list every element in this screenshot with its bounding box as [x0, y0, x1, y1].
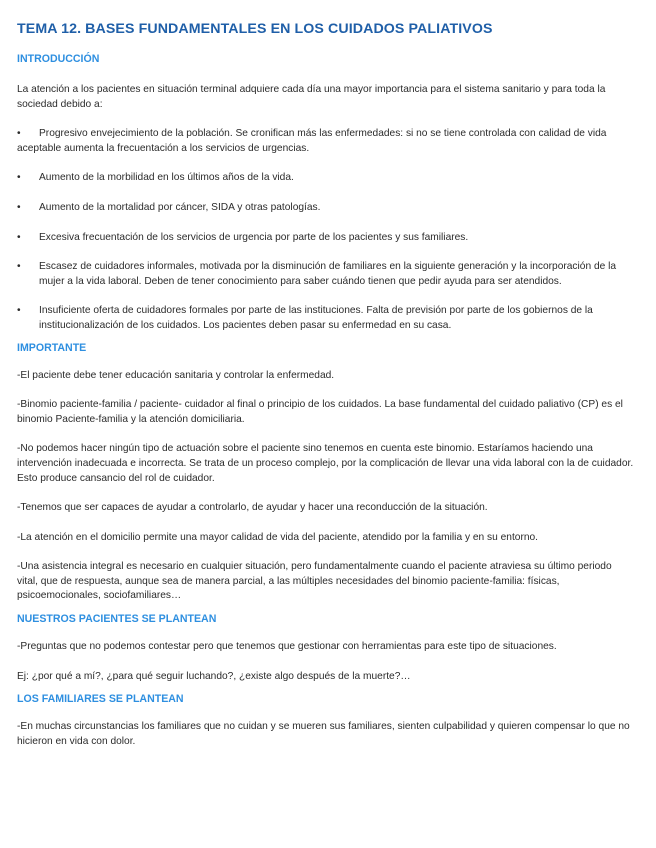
heading-los-familiares: LOS FAMILIARES SE PLANTEAN [17, 693, 184, 706]
intro-paragraph: La atención a los pacientes en situación terminal adquiere cada día una mayor importancia para el sistema sanitario y para toda la sociedad debido a: [17, 84, 606, 110]
paragraph: -Binomio paciente-familia / paciente- cuidador al final o principio de los cuidados. La base fundamental del cuidado paliativo (CP) es el binomio Paciente-familia y la atención domiciliaria. [17, 399, 623, 425]
heading-importante: IMPORTANTE [17, 341, 87, 354]
paragraph: -Una asistencia integral es necesario en cualquier situación, pero fundamentalmente cuando el paciente atraviesa su último periodo vital, que de respuesta, aunque sea de manera parcial, a las múltiples necesidades del binomio paciente-familia: físicas, psicoemocionales, sociofamiliares… [17, 561, 612, 602]
list-item: • Aumento de la mortalidad por cáncer, SIDA y otras patologías. [17, 201, 634, 216]
list-item: • Excesiva frecuentación de los servicios de urgencia por parte de los pacientes y sus familiares. [17, 231, 634, 246]
paragraph: -La atención en el domicilio permite una mayor calidad de vida del paciente, atendido por la familia y en su entorno. [17, 531, 539, 543]
paragraph: -El paciente debe tener educación sanitaria y controlar la enfermedad. [17, 369, 335, 381]
paragraph: -No podemos hacer ningún tipo de actuación sobre el paciente sino tenemos en cuenta este binomio. Estaríamos haciendo una intervención inadecuada e incorrecta. Se trata de un proceso complejo, por la complicación de llevar una vida laboral con la de cuidador. Esto produce cansancio del rol de cuidador. [17, 443, 634, 484]
paragraph: -Preguntas que no podemos contestar pero que tenemos que gestionar con herramientas para este tipo de situaciones. [17, 641, 557, 653]
list-item: • Insuficiente oferta de cuidadores formales por parte de las instituciones. Falta de previsión por parte de los gobiernos de la institucionalización de los cuidados. Los pacientes deben pasar su enfermedad en su casa. [17, 304, 634, 333]
heading-nuestros-pacientes: NUESTROS PACIENTES SE PLANTEAN [17, 613, 217, 626]
heading-introduccion: INTRODUCCIÓN [17, 53, 100, 65]
paragraph: Ej: ¿por qué a mí?, ¿para qué seguir luchando?, ¿existe algo después de la muerte?… [17, 670, 411, 682]
paragraph: -En muchas circunstancias los familiares que no cuidan y se mueren sus familiares, sienten culpabilidad y quieren compensar lo que no hicieron en vida con dolor. [17, 721, 630, 747]
list-item: • Escasez de cuidadores informales, motivada por la disminución de familiares en la siguiente generación y la incorporación de la mujer a la vida laboral. Deben de tener conocimiento para saber cuándo tienen que pedir ayuda para ser atendidos. [17, 260, 634, 289]
paragraph: -Tenemos que ser capaces de ayudar a controlarlo, de ayudar y hacer una reconducción de la situación. [17, 502, 488, 514]
list-item: • Progresivo envejecimiento de la población. Se cronifican más las enfermedades: si no se tiene controlada con calidad de vida aceptable aumenta la frecuentación a los servicios de urgencias. [17, 127, 634, 156]
intro-bullet-list [17, 127, 634, 333]
list-item: • Aumento de la morbilidad en los últimos años de la vida. [17, 171, 634, 186]
document-title: TEMA 12. BASES FUNDAMENTALES EN LOS CUIDADOS PALIATIVOS [17, 21, 493, 37]
